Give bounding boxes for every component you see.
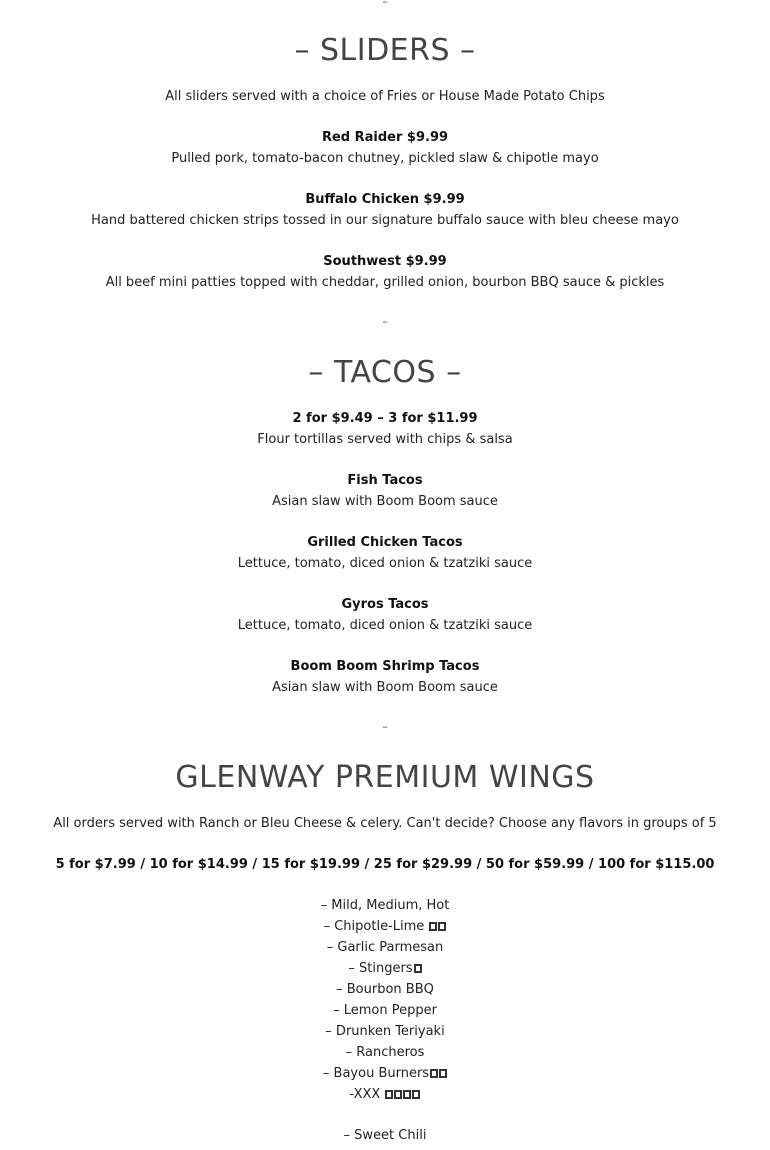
wing-flavor: [0, 1086, 770, 1104]
menu-item-description: Asian slaw with Boom Boom sauce: [272, 680, 498, 695]
menu-item-description: Lettuce, tomato, diced onion & tzatziki sauce: [237, 618, 533, 633]
menu-item-name: Southwest $9.99: [323, 254, 447, 269]
menu-item-name: Buffalo Chicken $9.99: [305, 192, 465, 207]
menu-item-name: Grilled Chicken Tacos: [307, 535, 463, 550]
menu-item-description: Hand battered chicken strips tossed in our signature buffalo sauce with bleu cheese mayo: [91, 213, 679, 228]
missing-glyph-icon: [412, 1090, 420, 1099]
menu-item-name: Red Raider $9.99: [321, 130, 449, 145]
menu-item-description: Lettuce, tomato, diced onion & tzatziki sauce: [237, 556, 533, 571]
wing-flavor-label: – Lemon Pepper: [333, 1003, 437, 1018]
wing-flavor: [0, 1127, 770, 1145]
wings-intro: All orders served with Ranch or Bleu Cheese & celery. Can't decide? Choose any flavors in groups of 5: [53, 816, 717, 831]
wing-flavor-label: – Rancheros: [345, 1045, 425, 1060]
missing-glyph-icon: [430, 1069, 438, 1078]
wing-flavor: [0, 939, 770, 957]
menu-item-description: All beef mini patties topped with cheddar, grilled onion, bourbon BBQ sauce & pickles: [105, 275, 665, 290]
wing-flavor: [0, 1065, 770, 1083]
tacos-intro: Flour tortillas served with chips & salsa: [257, 432, 513, 447]
top-separator: –: [382, 0, 388, 8]
sliders-intro: All sliders served with a choice of Fries or House Made Potato Chips: [165, 89, 605, 104]
wing-flavor: [0, 981, 770, 999]
wing-flavor: [0, 960, 770, 978]
wing-flavor: [0, 897, 770, 915]
wing-flavor: [0, 1002, 770, 1020]
wing-flavor-label: – Chipotle-Lime: [323, 919, 429, 934]
menu-item-name: Fish Tacos: [347, 473, 423, 488]
wing-flavor-label: – Drunken Teriyaki: [325, 1024, 445, 1039]
wing-flavor-label: – Garlic Parmesan: [326, 940, 444, 955]
heat-level-icons: [413, 960, 422, 978]
section-separator: –: [382, 720, 388, 733]
menu-item-name: Gyros Tacos: [341, 597, 429, 612]
menu-item-name: Boom Boom Shrimp Tacos: [290, 659, 480, 674]
missing-glyph-icon: [403, 1090, 411, 1099]
wing-flavor-label: – Mild, Medium, Hot: [320, 898, 450, 913]
wing-flavor-label: – Bourbon BBQ: [336, 982, 434, 997]
wing-flavor-label: – Sweet Chili: [343, 1128, 427, 1143]
sliders-heading: – SLIDERS –: [294, 33, 476, 68]
wing-flavor-label: – Bayou Burners: [322, 1066, 430, 1081]
wing-flavor: [0, 1044, 770, 1062]
missing-glyph-icon: [394, 1090, 402, 1099]
wing-flavor-label: -XXX: [349, 1087, 385, 1102]
wing-flavor: [0, 1023, 770, 1041]
section-separator: –: [382, 315, 388, 328]
missing-glyph-icon: [414, 964, 422, 973]
wings-prices: 5 for $7.99 / 10 for $14.99 / 15 for $19.99 / 25 for $29.99 / 50 for $59.99 / 100 for $115.00: [55, 857, 715, 872]
missing-glyph-icon: [385, 1090, 393, 1099]
wing-flavor: [0, 918, 770, 936]
wings-heading: GLENWAY PREMIUM WINGS: [175, 760, 595, 795]
tacos-heading: – TACOS –: [308, 355, 462, 390]
heat-level-icons: [429, 1065, 447, 1083]
heat-level-icons: [428, 918, 446, 936]
menu-item-description: Asian slaw with Boom Boom sauce: [272, 494, 498, 509]
menu-item-description: Pulled pork, tomato-bacon chutney, pickled slaw & chipotle mayo: [171, 151, 599, 166]
missing-glyph-icon: [438, 922, 446, 931]
wing-flavor-label: – Stingers: [348, 961, 413, 976]
missing-glyph-icon: [439, 1069, 447, 1078]
missing-glyph-icon: [429, 922, 437, 931]
heat-level-icons: [384, 1086, 420, 1104]
tacos-price: 2 for $9.49 – 3 for $11.99: [292, 411, 478, 426]
